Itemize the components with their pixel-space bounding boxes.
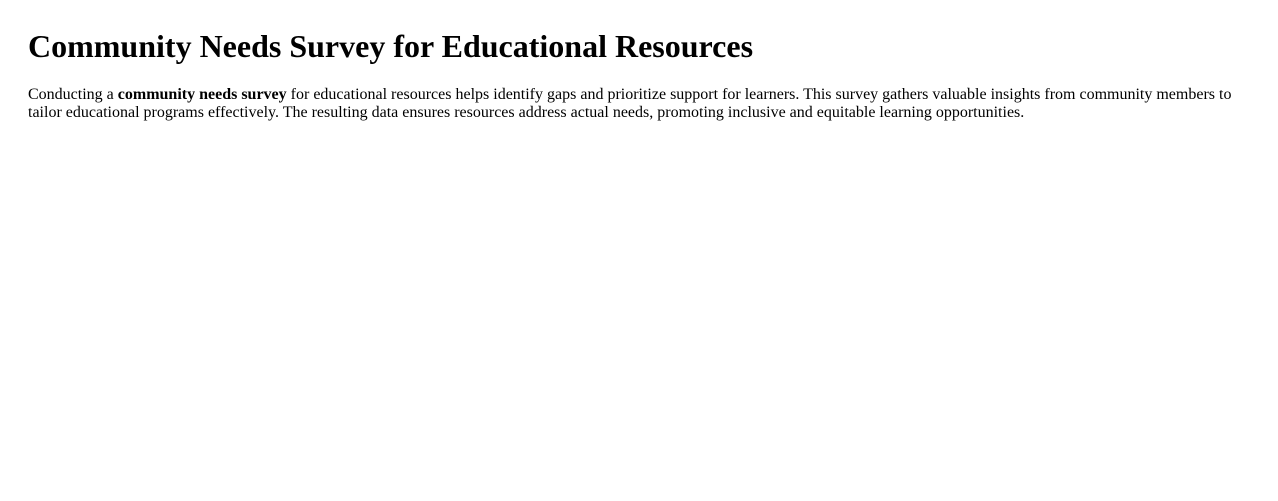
page-title: Community Needs Survey for Educational Resources bbox=[28, 28, 754, 64]
intro-text-after: for educational resources helps identify gaps and prioritize support for learners. This survey gathers valuable insights from community members to tailor educational programs effectively. The resulting data ensures resources address actual needs, promoting inclusive and equitable learning opportunities. bbox=[28, 86, 1232, 121]
intro-paragraph bbox=[28, 86, 1250, 122]
intro-text-before: Conducting a bbox=[28, 86, 118, 103]
intro-bold-term: community needs survey bbox=[117, 86, 287, 103]
